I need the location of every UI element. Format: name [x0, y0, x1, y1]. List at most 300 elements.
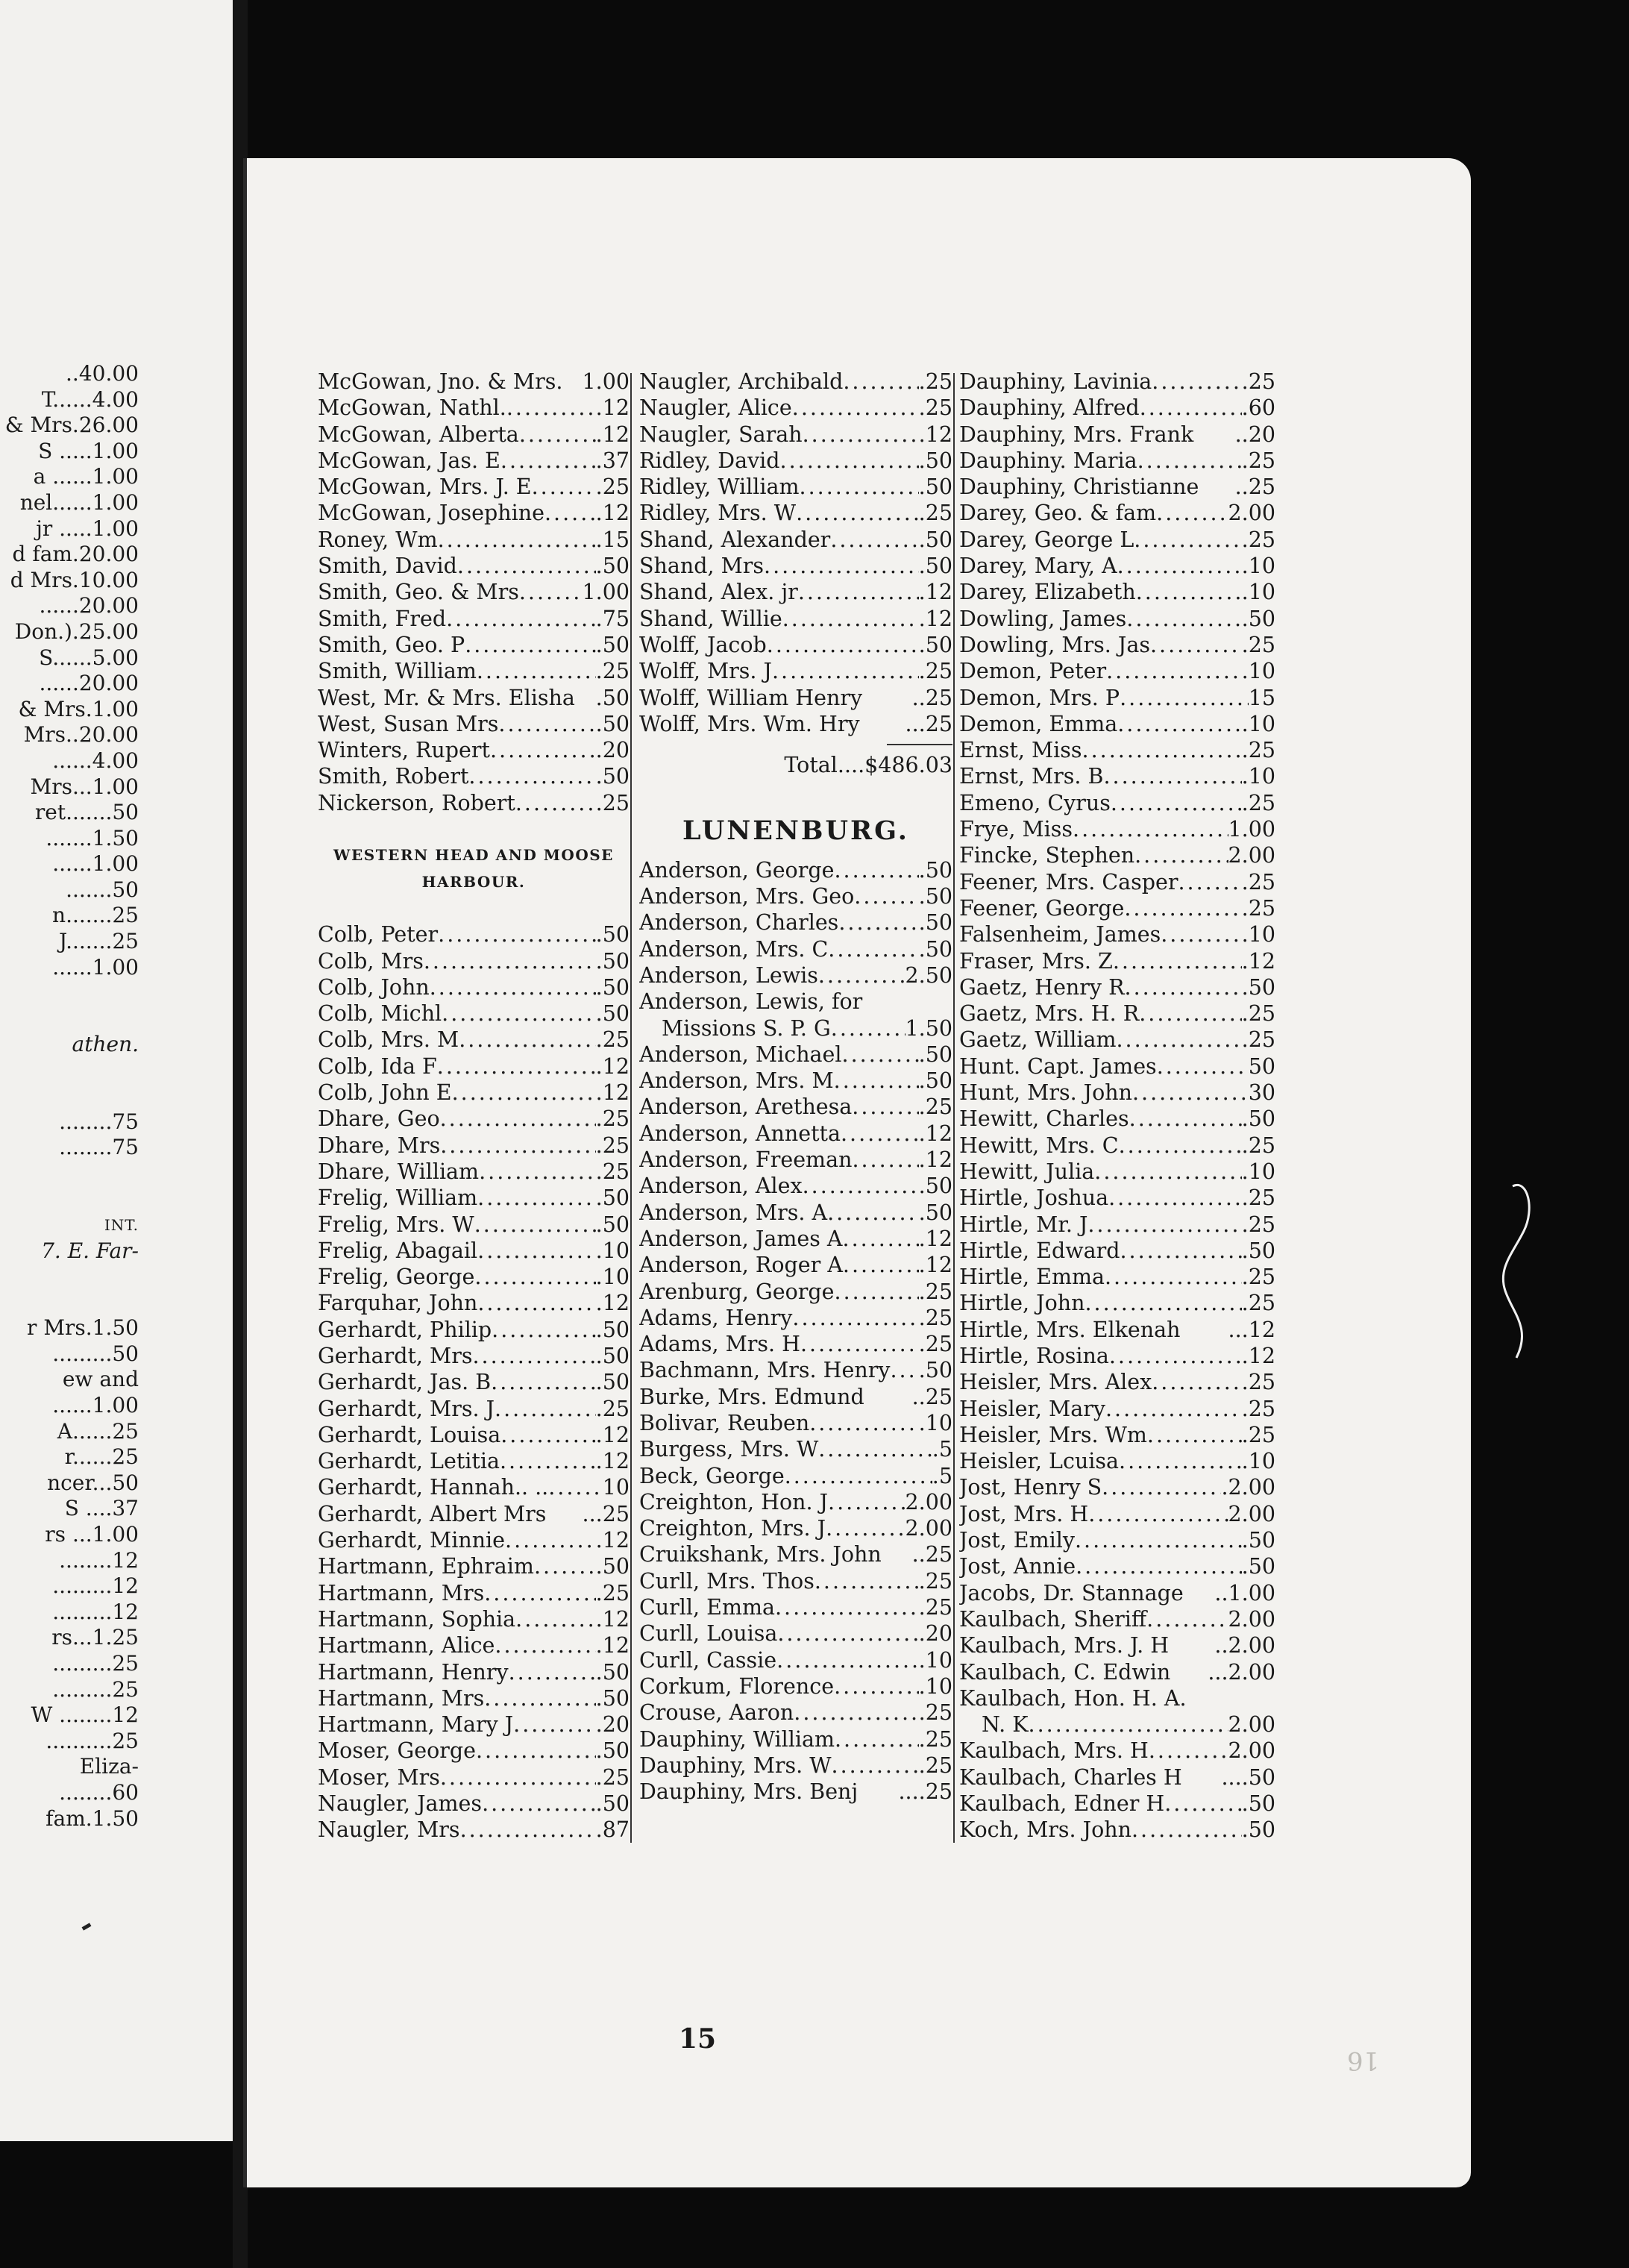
donor-name: Naugler, Archibald	[639, 369, 844, 394]
dot-leader	[1119, 1133, 1242, 1159]
donor-entry	[318, 553, 630, 579]
donor-entry	[639, 1252, 952, 1278]
donor-entry	[318, 1159, 630, 1185]
donation-amount: .12	[595, 1606, 630, 1632]
donation-amount: .12	[595, 1291, 630, 1316]
donor-name: Anderson, Charles	[639, 910, 839, 936]
donor-entry	[959, 1817, 1275, 1843]
donation-amount: .12	[595, 395, 630, 421]
dot-leader	[834, 1673, 919, 1700]
donor-entry	[959, 1000, 1275, 1027]
dot-leader	[452, 1080, 596, 1106]
donor-name: Jost, Annie	[959, 1554, 1076, 1579]
donation-amount: .25	[1241, 1291, 1275, 1316]
donor-entry	[639, 1121, 952, 1147]
donor-name: Anderson, Mrs. A	[639, 1200, 828, 1225]
donor-name: Smith, Geo. P	[318, 632, 465, 657]
donor-name: Ridley, William	[639, 474, 800, 500]
left-page-line	[0, 1264, 139, 1315]
dot-leader	[1120, 685, 1249, 711]
donor-name: McGowan, Mrs. J. E	[318, 474, 532, 500]
donor-name: Gaetz, Henry R	[959, 974, 1125, 1000]
donor-name: Colb, Ida F	[318, 1053, 437, 1079]
donation-amount: .10	[595, 1265, 630, 1290]
donor-entry	[639, 883, 952, 909]
donor-entry	[959, 974, 1275, 1000]
donor-name: Hewitt, Mrs. C	[959, 1133, 1119, 1158]
donor-entry	[318, 921, 630, 947]
dot-leader	[803, 1173, 919, 1199]
donor-name: Kaulbach, Edner H	[959, 1791, 1165, 1817]
dot-leader	[794, 1700, 918, 1726]
donor-entry	[959, 1527, 1275, 1553]
dot-leader	[1199, 474, 1234, 500]
donation-amount: .10	[1241, 711, 1275, 736]
section-heading: WESTERN HEAD AND MOOSE	[333, 846, 614, 865]
donor-name: Kaulbach, Sheriff	[959, 1606, 1147, 1632]
donation-amount: .50	[918, 1041, 952, 1067]
donor-entry	[318, 763, 630, 789]
donation-amount: .10	[918, 1673, 952, 1699]
donor-name: Darey, Mary, A	[959, 554, 1117, 579]
donor-name: Curll, Emma	[639, 1595, 775, 1620]
donor-entry	[959, 1185, 1275, 1211]
donor-name: Hartmann, Sophia	[318, 1606, 516, 1632]
dot-leader	[477, 1238, 596, 1264]
donor-name: Anderson, Lewis, for	[639, 989, 863, 1015]
donor-entry	[959, 737, 1275, 763]
dot-leader	[484, 1685, 595, 1711]
donor-entry	[318, 606, 630, 632]
donor-name: Anderson, James A	[639, 1226, 843, 1251]
dot-leader	[814, 1568, 919, 1594]
donation-amount: ...25	[905, 711, 952, 736]
left-page-line: S ....37	[64, 1496, 139, 1521]
dot-leader	[1131, 1817, 1242, 1843]
dot-leader	[562, 369, 582, 395]
donation-amount: .50	[595, 1659, 630, 1685]
donation-amount: .12	[595, 1528, 630, 1553]
donor-name: Gerhardt, Jas. B	[318, 1370, 492, 1395]
left-page-line: d Mrs.10.00	[10, 567, 139, 592]
donor-name: Burke, Mrs. Edmund	[639, 1384, 864, 1409]
donor-name: Smith, Fred	[318, 606, 447, 631]
left-page-line: r......25	[64, 1444, 139, 1470]
dot-leader	[1140, 395, 1242, 421]
donation-amount: .25	[1241, 790, 1275, 815]
dot-leader	[1116, 1027, 1241, 1053]
left-page-line: Eliza-	[79, 1754, 139, 1779]
donor-name: Jost, Mrs. H	[959, 1501, 1089, 1526]
donor-name: Hirtle, Mr. J	[959, 1212, 1088, 1237]
donor-entry	[959, 527, 1275, 553]
donation-amount: .50	[918, 1200, 952, 1225]
donor-entry	[318, 1317, 630, 1343]
donor-entry	[318, 369, 630, 395]
donor-entry	[959, 1791, 1275, 1817]
donation-amount: .10	[1241, 659, 1275, 684]
donation-amount: .50	[595, 974, 630, 1000]
donor-name: Koch, Mrs. John	[959, 1817, 1131, 1843]
donation-amount: .25	[918, 1568, 952, 1594]
donor-name: Dauphiny, Christianne	[959, 474, 1199, 500]
dot-leader	[830, 527, 918, 553]
dot-leader	[465, 632, 595, 658]
donor-entry	[318, 948, 630, 974]
donor-name: Hartmann, Ephraim	[318, 1554, 534, 1579]
donation-amount: .12	[918, 606, 952, 631]
dot-leader	[515, 790, 596, 816]
donor-entry	[318, 500, 630, 526]
donor-name: Nickerson, Robert	[318, 790, 515, 815]
dot-leader	[575, 685, 596, 711]
donor-name: Shand, Alexander	[639, 527, 831, 552]
donor-entry	[959, 1580, 1275, 1606]
donor-name: Dauphiny. Maria	[959, 448, 1137, 473]
donation-amount: .50	[1241, 1106, 1275, 1132]
donor-entry	[318, 1817, 630, 1843]
donation-amount: ...12	[1228, 1317, 1275, 1342]
dot-leader	[796, 500, 919, 526]
donation-amount: .50	[1241, 1554, 1275, 1579]
donor-entry	[959, 1369, 1275, 1395]
donation-amount: 2.00	[905, 1516, 952, 1541]
dot-leader	[841, 1121, 919, 1147]
donor-entry	[318, 1027, 630, 1053]
donor-name: Hartmann, Mrs	[318, 1580, 485, 1606]
donation-amount: ..20	[1234, 422, 1275, 447]
donor-name: Smith, Geo. & Mrs	[318, 580, 519, 605]
donation-amount: ..2.00	[1214, 1633, 1275, 1658]
donation-amount: .50	[595, 1791, 630, 1817]
donor-name: Hirtle, Rosina	[959, 1343, 1109, 1368]
donor-name: Darey, Elizabeth	[959, 580, 1136, 605]
donation-amount: .25	[1241, 738, 1275, 763]
dot-leader	[440, 1764, 596, 1791]
donation-amount: 1.50	[905, 1015, 952, 1041]
donor-name: Gerhardt, Mrs. J	[318, 1396, 495, 1421]
dot-leader	[1087, 1212, 1241, 1238]
dot-leader	[1193, 422, 1234, 448]
donor-name: Hirtle, John	[959, 1291, 1085, 1316]
donor-name: Shand, Alex. jr	[639, 580, 798, 605]
page-inner-edge	[243, 158, 247, 2187]
donor-entry	[318, 1369, 630, 1395]
dot-leader	[785, 1463, 932, 1489]
donation-amount: .50	[595, 922, 630, 947]
donor-entry	[639, 422, 952, 448]
donor-name: Naugler, Sarah	[639, 422, 803, 447]
dot-leader	[835, 1726, 919, 1752]
donation-amount: .25	[1241, 869, 1275, 895]
left-page-line: ..........25	[45, 1728, 139, 1753]
spacer	[639, 778, 952, 804]
donation-amount: .25	[1241, 448, 1275, 473]
donation-amount: .25	[1241, 1370, 1275, 1395]
dot-leader	[544, 500, 596, 526]
donor-name: Naugler, James	[318, 1791, 483, 1817]
donation-amount: .50	[595, 764, 630, 789]
dot-leader	[780, 448, 919, 474]
dot-leader	[424, 948, 596, 974]
donor-name: Dauphiny, William	[639, 1726, 835, 1752]
donor-name: Ernst, Mrs. B	[959, 764, 1104, 789]
dot-leader	[775, 1594, 919, 1620]
donation-amount: .15	[595, 527, 630, 552]
donation-amount: .25	[595, 1764, 630, 1790]
donor-entry	[639, 1015, 952, 1041]
dot-leader	[832, 1752, 919, 1779]
dot-leader	[1109, 1343, 1242, 1369]
donation-amount: .60	[1241, 395, 1275, 421]
donor-entry	[639, 685, 952, 711]
dot-leader	[498, 711, 595, 737]
donor-entry	[639, 989, 952, 1015]
spacer	[318, 816, 630, 842]
donor-entry	[318, 1474, 630, 1500]
dot-leader	[834, 857, 918, 883]
dot-leader	[834, 1068, 919, 1094]
donor-name: Hartmann, Mary J	[318, 1712, 514, 1738]
left-page	[0, 0, 233, 2141]
donation-amount: .12	[918, 580, 952, 605]
left-page-line: jr .....1.00	[36, 516, 139, 541]
dot-leader	[519, 579, 583, 605]
donor-name: Dowling, James	[959, 606, 1127, 631]
donor-name: McGowan, Jas. E	[318, 448, 500, 473]
donor-name: Frelig, Mrs. W	[318, 1212, 474, 1237]
donation-amount: .50	[1241, 1817, 1275, 1843]
donor-name: Darey, George L	[959, 527, 1134, 552]
donor-entry	[639, 1384, 952, 1410]
donation-amount: 2.00	[1228, 1712, 1275, 1738]
donation-amount: .25	[595, 474, 630, 500]
donor-entry	[639, 1357, 952, 1383]
dot-leader	[532, 474, 596, 500]
donation-amount: .10	[1241, 580, 1275, 605]
donor-entry	[318, 579, 630, 605]
donation-amount: .25	[1241, 1422, 1275, 1447]
dot-leader	[842, 1041, 919, 1068]
donor-entry	[318, 1791, 630, 1817]
donation-amount: .50	[595, 711, 630, 736]
dot-leader	[828, 1489, 905, 1515]
donor-entry	[639, 1094, 952, 1120]
donor-entry	[318, 790, 630, 816]
donor-name: Curll, Mrs. Thos	[639, 1568, 814, 1594]
donation-amount: .87	[595, 1817, 630, 1843]
donation-amount: .50	[918, 884, 952, 909]
left-page-line: .........25	[52, 1650, 139, 1676]
left-page-line	[0, 980, 139, 1032]
donation-amount: .12	[595, 1080, 630, 1106]
donor-entry	[639, 395, 952, 421]
dot-leader	[1076, 1553, 1242, 1579]
dot-leader	[1108, 1185, 1242, 1211]
donor-entry	[318, 1685, 630, 1711]
dot-leader	[860, 711, 905, 737]
donor-name: Hunt. Capt. James	[959, 1053, 1157, 1079]
donor-name: Dhare, William	[318, 1159, 480, 1184]
dot-leader	[1126, 606, 1241, 632]
donation-amount: .20	[595, 1712, 630, 1738]
donation-amount: .12	[595, 1053, 630, 1079]
donor-name: Anderson, Michael	[639, 1041, 842, 1067]
donation-amount: .50	[595, 1317, 630, 1342]
donor-entry	[639, 1541, 952, 1567]
donor-name: Farquhar, John	[318, 1291, 478, 1316]
dot-leader	[513, 1711, 596, 1738]
donor-name: Gerhardt, Philip	[318, 1317, 492, 1342]
dot-leader	[438, 527, 596, 553]
donor-entry	[639, 1726, 952, 1752]
column-2	[639, 369, 952, 1805]
donor-name: Beck, George	[639, 1463, 785, 1488]
donation-amount: .10	[918, 1410, 952, 1435]
left-page-line: INT.	[104, 1216, 139, 1235]
donor-name: Winters, Rupert	[318, 738, 490, 763]
donor-entry	[639, 553, 952, 579]
donation-amount: .12	[595, 1633, 630, 1658]
left-page-line: ........12	[59, 1547, 139, 1573]
dot-leader	[474, 1212, 596, 1238]
left-page-line: fam.1.50	[45, 1805, 139, 1831]
donor-entry	[318, 711, 630, 737]
donation-amount: .20	[918, 1621, 952, 1647]
dot-leader	[1182, 1764, 1222, 1791]
donor-entry	[959, 1159, 1275, 1185]
donation-amount: .12	[595, 422, 630, 447]
donation-amount: .50	[1241, 606, 1275, 631]
donor-name: McGowan, Nathl.	[318, 395, 506, 421]
donor-entry	[639, 606, 952, 632]
donation-amount: .25	[1241, 895, 1275, 921]
dot-leader	[1073, 816, 1228, 842]
dot-leader	[809, 1410, 918, 1436]
donation-amount: 30	[1248, 1080, 1275, 1106]
dot-leader	[818, 962, 905, 989]
donation-amount: .37	[595, 448, 630, 473]
donor-entry	[639, 909, 952, 936]
donor-name: Fincke, Stephen	[959, 843, 1135, 868]
dot-leader	[1156, 500, 1228, 526]
donor-entry	[639, 500, 952, 526]
donor-name: Anderson, Mrs. Geo	[639, 884, 855, 909]
donor-entry	[959, 1080, 1275, 1106]
dot-leader	[1152, 1369, 1241, 1395]
main-page	[243, 158, 1471, 2187]
dot-leader	[1146, 1606, 1228, 1632]
dot-leader	[1103, 763, 1241, 789]
donor-name: Moser, George	[318, 1738, 476, 1764]
donor-entry	[318, 527, 630, 553]
donation-amount: .25	[918, 659, 952, 684]
donor-entry	[318, 395, 630, 421]
donation-amount: ...25	[582, 1501, 630, 1526]
donor-entry	[318, 1527, 630, 1553]
donation-amount: 15	[1248, 685, 1275, 710]
donor-entry	[639, 448, 952, 474]
dot-leader	[500, 1422, 595, 1448]
dot-leader	[437, 1053, 596, 1080]
donor-entry	[318, 448, 630, 474]
left-page-line: Don.).25.00	[14, 618, 139, 644]
donor-name: Frelig, William	[318, 1185, 478, 1211]
dot-leader	[476, 1738, 596, 1764]
left-page-line: ncer...50	[47, 1470, 139, 1495]
donation-amount: 1.00	[1228, 817, 1275, 842]
donor-name: Naugler, Alice	[639, 395, 792, 421]
dot-leader	[1178, 869, 1242, 895]
donation-amount: .25	[1241, 1185, 1275, 1211]
donor-entry	[959, 422, 1275, 448]
dot-leader	[862, 685, 911, 711]
dot-leader	[430, 974, 596, 1000]
dot-leader	[1169, 1632, 1214, 1658]
dot-leader	[1139, 1000, 1241, 1027]
dot-leader	[1152, 369, 1241, 395]
donation-amount: .25	[918, 369, 952, 394]
donation-amount: .10	[1241, 764, 1275, 789]
donor-entry	[959, 1606, 1275, 1632]
donor-entry	[639, 1226, 952, 1252]
donor-name: Hunt, Mrs. John	[959, 1080, 1132, 1106]
left-page-line: a ......1.00	[33, 464, 139, 489]
donor-entry	[959, 606, 1275, 632]
donor-name: Cruikshank, Mrs. John	[639, 1542, 882, 1567]
dot-leader	[1117, 711, 1241, 737]
donor-entry	[318, 974, 630, 1000]
donation-amount: .12	[918, 422, 952, 447]
donor-entry	[639, 1594, 952, 1620]
left-page-line: .......50	[66, 877, 139, 902]
donor-name: Colb, Mrs	[318, 948, 424, 974]
donor-entry	[639, 1752, 952, 1779]
donation-amount: .50	[595, 1685, 630, 1711]
column-3	[959, 369, 1275, 1843]
left-page-line: J.......25	[59, 929, 139, 954]
dot-leader	[515, 1606, 596, 1632]
donor-name: Wolff, Mrs. J	[639, 659, 772, 684]
dot-leader	[831, 1015, 905, 1041]
section-heading: LUNENBURG.	[682, 815, 909, 846]
donor-name: Heisler, Mary	[959, 1396, 1105, 1421]
dot-leader	[438, 921, 596, 947]
dot-leader	[1150, 632, 1242, 658]
dot-leader	[484, 1580, 595, 1606]
donor-name: Anderson, Mrs. C	[639, 936, 829, 962]
dot-leader	[798, 579, 919, 605]
spacer	[318, 895, 630, 921]
donor-name: Smith, Robert	[318, 764, 469, 789]
dot-leader	[482, 1791, 596, 1817]
dot-leader	[827, 1200, 919, 1226]
pen-scribble	[1490, 1179, 1535, 1373]
donation-amount: .25	[1241, 1133, 1275, 1158]
donor-entry	[959, 1133, 1275, 1159]
donor-entry	[959, 448, 1275, 474]
dot-leader	[1120, 1238, 1241, 1264]
donor-name: McGowan, Jno. & Mrs.	[318, 369, 563, 394]
donor-name: Gerhardt, Louisa	[318, 1422, 501, 1447]
donor-entry	[318, 1711, 630, 1738]
donation-amount: .50	[918, 910, 952, 936]
donation-amount: .25	[918, 395, 952, 421]
donor-entry	[318, 1501, 630, 1527]
dot-leader	[792, 1305, 918, 1331]
left-page-line: ......4.00	[52, 748, 139, 773]
dot-leader	[1094, 1159, 1241, 1185]
